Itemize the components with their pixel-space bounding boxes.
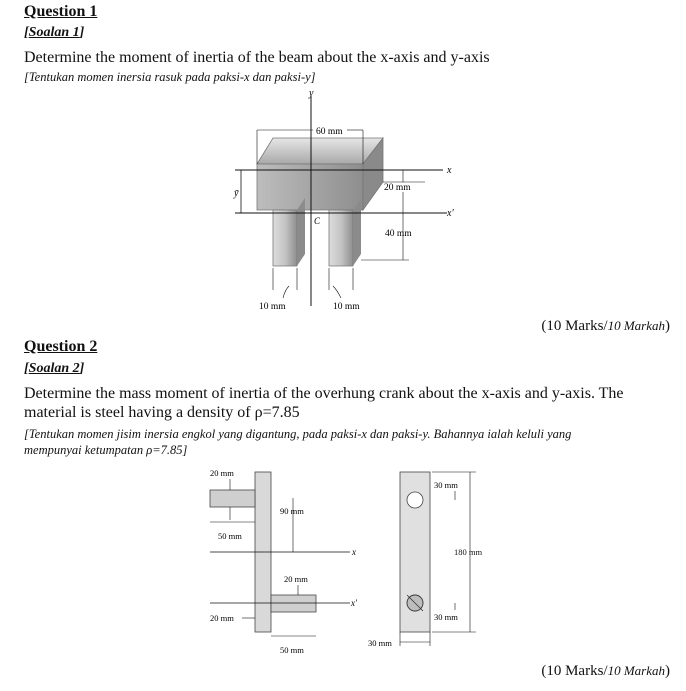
question-2-text-en-2: material is steel having a density of ρ=7.85 [24, 404, 300, 421]
bracket-close: ] [79, 361, 85, 376]
x-axis-label: x [447, 165, 452, 176]
dim-plate-width-30: 30 mm [368, 638, 392, 648]
bracket-open: [ [24, 361, 29, 376]
right-leg [329, 210, 353, 266]
question-2-marks [541, 663, 670, 680]
dim-90: 90 mm [280, 506, 304, 516]
crank-x-axis-label: x [352, 547, 356, 557]
left-leg-leader [283, 286, 289, 298]
flange-top-face [257, 138, 383, 164]
marks-en: (10 Marks/ [541, 318, 608, 334]
left-leg [273, 210, 297, 266]
dim-left-leg-10: 10 mm [259, 302, 286, 312]
left-leg-side [297, 198, 305, 266]
soalan-1-text: Soalan 1 [28, 25, 80, 40]
centroid-label: C [314, 216, 321, 226]
dim-right-leg-10: 10 mm [333, 302, 360, 312]
crank-x-prime-axis-label: x' [351, 598, 357, 608]
x-prime-axis-label: x' [447, 208, 454, 219]
beam-figure [225, 86, 465, 318]
top-pin [210, 490, 255, 507]
marks-my: 10 Markah [607, 318, 665, 333]
bracket-open: [ [24, 25, 29, 40]
dim-top-pin-dia-20: 20 mm [210, 468, 234, 478]
dim-width-60: 60 mm [316, 127, 343, 137]
soalan-1-label [24, 25, 84, 41]
front-top-hole [407, 492, 423, 508]
dim-30-top: 30 mm [434, 480, 458, 490]
question-1-marks [541, 318, 670, 335]
soalan-2-label [24, 361, 84, 377]
bottom-pin [271, 595, 316, 612]
question-1-text-my: [Tentukan momen inersia rasuk pada paksi-x dan paksi-y] [24, 70, 316, 84]
marks-close: ) [665, 318, 670, 334]
y-axis-label: y [309, 88, 314, 99]
question-2-text-en-1: Determine the mass moment of inertia of the overhung crank about the x-axis and y-axis. The [24, 385, 624, 402]
crank-figure [200, 460, 500, 660]
right-leg-leader [333, 286, 341, 298]
ybar-label: ȳ [234, 188, 239, 199]
dim-plate-thk-20: 20 mm [210, 613, 234, 623]
question-1-title: Question 1 [24, 3, 98, 20]
question-2-text-my-2: mempunyai ketumpatan ρ=7.85] [24, 443, 188, 457]
soalan-2-text: Soalan 2 [28, 361, 80, 376]
dim-30-bottom: 30 mm [434, 612, 458, 622]
bracket-close: ] [79, 25, 85, 40]
dim-180: 180 mm [454, 547, 483, 557]
dim-bottom-pin-dia-20: 20 mm [284, 574, 308, 584]
marks-my: 10 Markah [607, 663, 665, 678]
marks-en: (10 Marks/ [541, 663, 608, 679]
question-2-title: Question 2 [24, 338, 98, 355]
question-1-text-en: Determine the moment of inertia of the beam about the x-axis and y-axis [24, 49, 490, 66]
dim-top-pin-len-50: 50 mm [218, 531, 242, 541]
right-leg-side [353, 198, 361, 266]
question-2-text-my-1: [Tentukan momen jisim inersia engkol yang digantung, pada paksi-x dan paksi-y. Bahannya ialah keluli yang [24, 427, 572, 441]
dim-web-40: 40 mm [385, 229, 412, 239]
marks-close: ) [665, 663, 670, 679]
dim-flange-20: 20 mm [384, 183, 411, 193]
dim-bottom-pin-len-50: 50 mm [280, 645, 304, 655]
flange-front-face [257, 164, 363, 210]
